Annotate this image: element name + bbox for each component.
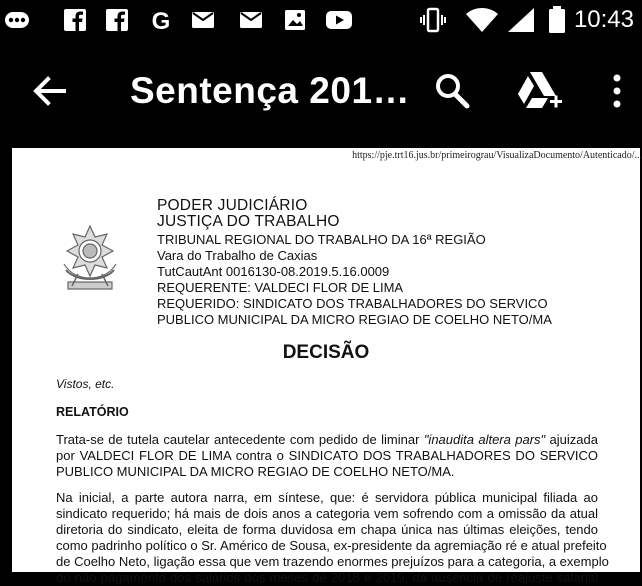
- text-span: Trata-se de tutela cautelar antecedente com pedido de liminar: [56, 432, 424, 447]
- header-line-6: REQUERENTE: VALDECI FLOR DE LIMA: [157, 280, 404, 295]
- app-bar: [0, 40, 640, 148]
- header-line-1: PODER JUDICIÁRIO: [157, 197, 308, 214]
- wifi-icon: [464, 7, 500, 33]
- youtube-icon: [326, 7, 352, 33]
- facebook-icon: [62, 7, 88, 33]
- header-line-3: TRIBUNAL REGIONAL DO TRABALHO DA 16ª REGIÃO: [157, 232, 486, 247]
- document-url: https://pje.trt16.jus.br/primeirograu/VisualizaDocumento/Autenticado/...: [352, 150, 642, 161]
- paragraph-2-line-4: como padrinho político o Sr. Américo de Sousa, ex-presidente da agremiação ré e atual prefeito: [56, 538, 607, 553]
- paragraph-2-line-3: diretoria do sindicato, eleita de forma duvidosa em chapa única nas últimas eleições, tendo: [56, 522, 598, 537]
- header-line-7: REQUERIDO: SINDICATO DOS TRABALHADORES DO SERVICO: [157, 296, 548, 311]
- vibrate-icon: [420, 7, 446, 33]
- paragraph-1-line-1: [56, 432, 598, 448]
- paragraph-2-line-1: Na inicial, a parte autora narra, em síntese, que: é servidora pública municipal filiada ao: [56, 490, 598, 505]
- vistos-text: Vistos, etc.: [56, 377, 115, 391]
- back-arrow-icon[interactable]: [28, 70, 70, 112]
- more-vert-icon[interactable]: [604, 70, 630, 112]
- header-line-8: PUBLICO MUNICIPAL DA MICRO REGIAO DE COELHO NETO/MA: [157, 312, 552, 327]
- clock: 10:43: [573, 6, 634, 33]
- header-line-5: TutCautAnt 0016130-08.2019.5.16.0009: [157, 264, 390, 279]
- paragraph-2-line-5: de Coelho Neto, ligação essa que vem trazendo enormes prejuízos para a categoria, a exemplo: [56, 554, 609, 569]
- more-notifications-icon: [4, 7, 30, 33]
- battery-icon: [544, 7, 570, 33]
- paragraph-2: [56, 490, 609, 586]
- document-page[interactable]: [12, 148, 642, 585]
- paragraph-1-line-3: PUBLICO MUNICIPAL DA MICRO REGIAO DE COELHO NETO/MA.: [56, 464, 455, 479]
- email-icon: [190, 7, 216, 33]
- paragraph-1: [56, 432, 598, 480]
- search-icon[interactable]: [432, 70, 472, 112]
- document-heading: DECISÃO: [282, 342, 370, 363]
- paragraph-2-line-2: sindicato requerido; há mais de dois anos a categoria vem sofrendo com a omissão da atual: [56, 506, 598, 521]
- svg-text:G: G: [151, 8, 171, 35]
- page-title: Sentença 201…: [130, 70, 411, 111]
- italic-phrase: "inaudita altera pars": [423, 432, 546, 447]
- section-heading: RELATÓRIO: [56, 405, 129, 419]
- coat-of-arms-emblem: [58, 224, 122, 296]
- header-line-4: Vara do Trabalho de Caxias: [157, 248, 318, 263]
- header-line-2: JUSTIÇA DO TRABALHO: [157, 213, 340, 230]
- gallery-icon: [282, 7, 308, 33]
- drive-add-icon[interactable]: [516, 70, 564, 112]
- email-icon: [238, 7, 264, 33]
- paragraph-1-line-2: por VALDECI FLOR DE LIMA contra o SINDICATO DOS TRABALHADORES DO SERVICO: [56, 448, 598, 463]
- facebook-icon: [104, 7, 130, 33]
- status-bar: [0, 0, 640, 40]
- paragraph-2-line-6: do não pagamento dos salários dos meses de 2018 e 2019, da ausência de reajuste salarial: [56, 570, 598, 585]
- text-span: ajuizada: [545, 432, 598, 447]
- google-icon: [148, 7, 174, 33]
- cell-signal-icon: [504, 7, 538, 33]
